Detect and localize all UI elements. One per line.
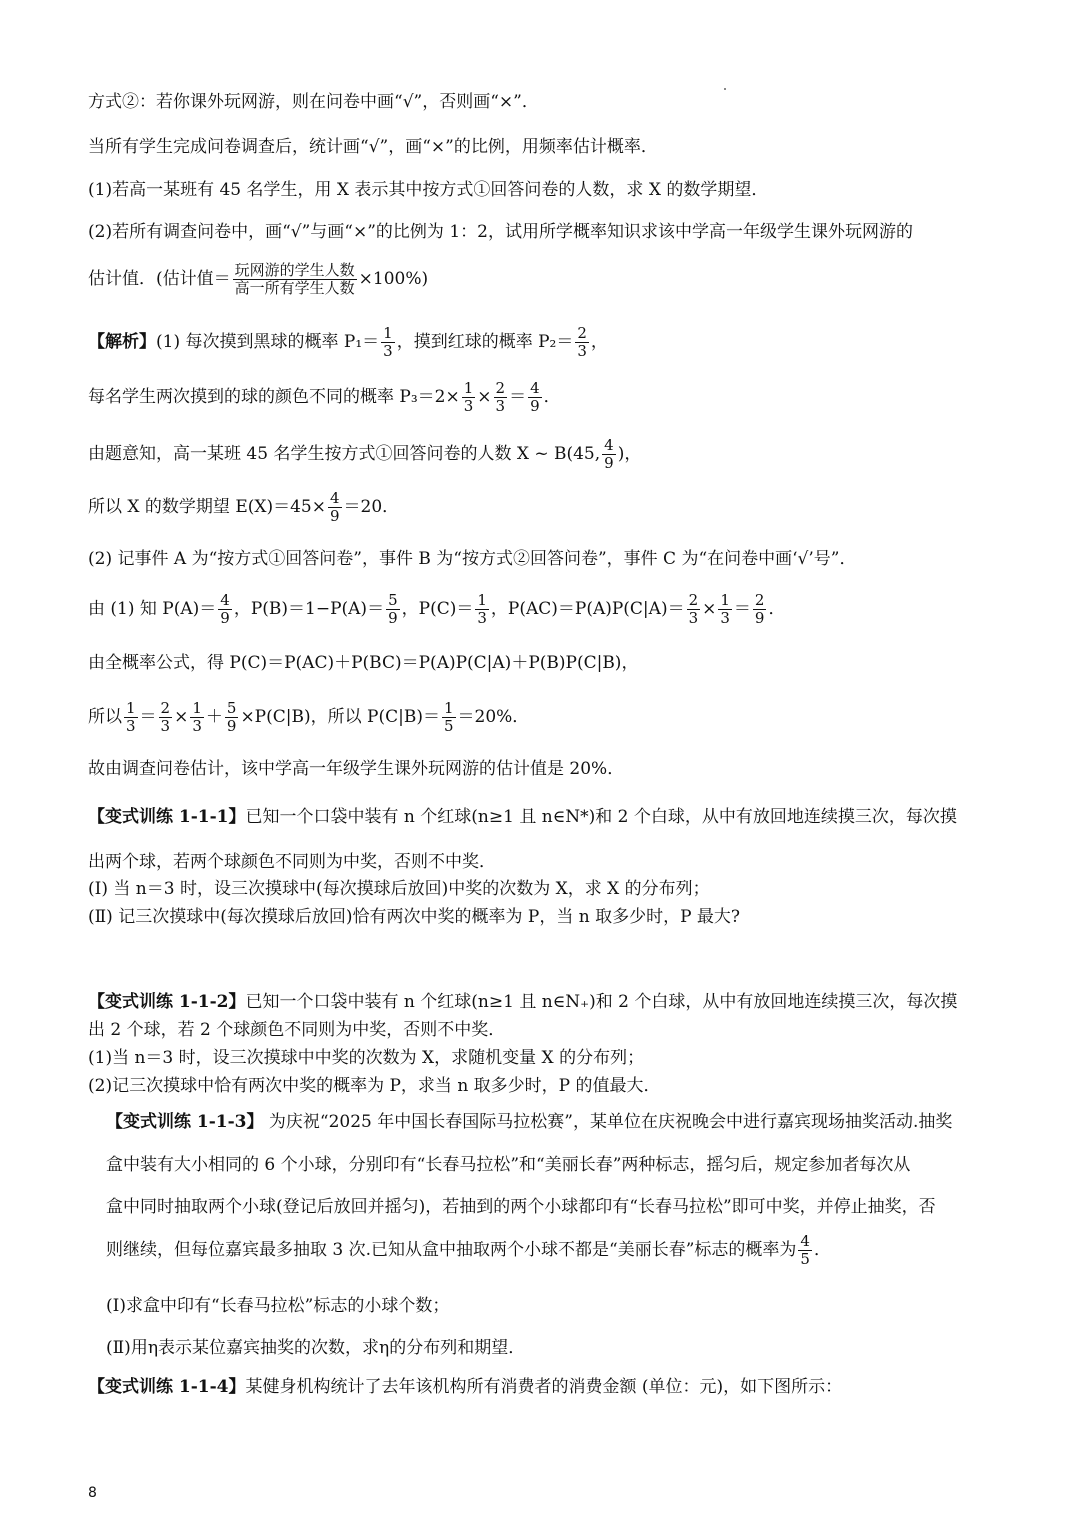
page-number: 8 [88,1485,97,1501]
text-line: 当所有学生完成问卷调查后，统计画“√”，画“×”的比例，用频率估计概率． [88,137,658,157]
fraction: $\frac{4}{9}$ [329,489,340,525]
fraction: $\frac{\text{玩网游的学生人数}}{\text{高一所有学生人数}}$ [234,261,355,297]
text-line: 出 2 个球，若 2 个球颜色不同则为中奖，否则不中奖． [88,1020,506,1040]
text-line: 方式②：若你课外玩网游，则在问卷中画“√”，否则画“×”． [88,92,539,112]
fraction: $\frac{1}{3}$ [477,591,487,627]
section-label: 【变式训练 1-1-4】 [88,1377,246,1397]
solution-line: 【解析】(1) 每次摸到黑球的概率 P₁＝ $\frac{1}{3}$ ，摸到红球的概率 P₂＝ $\frac{2}{3}$ ， [88,324,608,360]
fraction: $\frac{4}{9}$ [220,591,230,627]
section-label: 【解析】 [88,332,156,352]
question-1: (1)若高一某班有 45 名学生，用 X 表示其中按方式①回答问卷的人数，求 X 的数学期望． [88,180,769,200]
fraction: $\frac{1}{3}$ [463,379,474,415]
fraction: $\frac{1}{3}$ [383,324,393,360]
fraction: $\frac{1}{5}$ [443,699,454,735]
text-line: 则继续，但每位嘉宾最多抽取 3 次.已知从盒中抽取两个小球不都是“美丽长春”标志的概率为 $\frac{4}{5}$ ． [106,1232,831,1268]
fraction: $\frac{1}{3}$ [192,699,202,735]
section-label: 【变式训练 1-1-3】 [106,1112,264,1132]
fraction: $\frac{4}{5}$ [800,1232,810,1268]
text-line: (Ⅰ)求盒中印有“长春马拉松”标志的小球个数； [106,1296,450,1316]
question-2: (2)若所有调查问卷中，画“√”与画“×”的比例为 1：2，试用所学概率知识求该中学高一年级学生课外玩网游的 [88,222,913,242]
estimate-formula-line: 估计值．(估计值＝ $\frac{\text{玩网游的学生人数}}{\text{高一所有学生人数}}$ ×100%) [88,261,429,297]
fraction: $\frac{2}{3}$ [160,699,171,735]
fraction: $\frac{4}{9}$ [530,379,540,415]
solution-line: 故由调查问卷估计，该中学高一年级学生课外玩网游的估计值是 20%． [88,759,625,779]
solution-line: (2) 记事件 A 为“按方式①回答问卷”，事件 B 为“按方式②回答问卷”，事件 C 为“在问卷中画‘√’号”． [88,549,857,569]
solution-line: 由 (1) 知 P(A)＝ $\frac{4}{9}$ ，P(B)＝1−P(A)＝ $\frac{5}{9}$ ，P(C)＝ $\frac{1}{3}$ ，P(AC)＝P(A)P(C|A)＝ $\frac{2}{3}$ × $\frac{1}{3}$ ＝ $\frac{2}{9}$ ． [88,591,786,627]
fraction: $\frac{2}{3}$ [577,324,587,360]
fraction: $\frac{1}{3}$ [720,591,730,627]
fraction: $\frac{4}{9}$ [604,436,614,472]
text-line: (Ⅱ)用η表示某位嘉宾抽奖的次数，求η的分布列和期望． [106,1338,526,1358]
solution-line: 所以 X 的数学期望 E(X)＝45× $\frac{4}{9}$ ＝20． [88,489,400,525]
text-line: (1)当 n＝3 时，设三次摸球中中奖的次数为 X，求随机变量 X 的分布列； [88,1048,645,1068]
fraction: $\frac{5}{9}$ [226,699,237,735]
solution-line: 由全概率公式，得 P(C)＝P(AC)＋P(BC)＝P(A)P(C|A)＋P(B)P(C|B)， [88,653,639,673]
text-line: 出两个球，若两个球颜色不同则为中奖，否则不中奖． [88,852,496,872]
fraction: $\frac{2}{9}$ [754,591,765,627]
exercise-1-1-4: 【变式训练 1-1-4】某健身机构统计了去年该机构所有消费者的消费金额 (单位：元)，如下图所示： [88,1377,843,1397]
fraction: $\frac{2}{3}$ [688,591,699,627]
section-label: 【变式训练 1-1-2】 [88,992,246,1012]
text-line: (2)记三次摸球中恰有两次中奖的概率为 P，求当 n 取多少时，P 的值最大． [88,1076,661,1096]
exercise-1-1-2: 【变式训练 1-1-2】已知一个口袋中装有 n 个红球(n≥1 且 n∈N₊)和 2 个白球，从中有放回地连续摸三次，每次摸 [88,992,958,1012]
section-label: 【变式训练 1-1-1】 [88,807,246,827]
text-line: (Ⅰ) 当 n＝3 时，设三次摸球中(每次摸球后放回)中奖的次数为 X，求 X 的分布列； [88,879,710,899]
fraction: $\frac{1}{3}$ [126,699,136,735]
text-line: 盒中装有大小相同的 6 个小球，分别印有“长春马拉松”和“美丽长春”两种标志，摇匀后，规定参加者每次从 [106,1155,911,1175]
fraction: $\frac{5}{9}$ [388,591,398,627]
solution-line: 所以 $\frac{1}{3}$ ＝ $\frac{2}{3}$ × $\frac{1}{3}$ ＋ $\frac{5}{9}$ ×P(C|B)，所以 P(C|B)＝ $\frac{1}{5}$ ＝20%． [88,699,530,735]
solution-line: 由题意知，高一某班 45 名学生按方式①回答问卷的人数 X ~ B(45, $\frac{4}{9}$ )， [88,436,642,472]
text-line: (Ⅱ) 记三次摸球中(每次摸球后放回)恰有两次中奖的概率为 P，当 n 取多少时，P 最大? [88,907,741,927]
solution-line: 每名学生两次摸到的球的颜色不同的概率 P₃＝2× $\frac{1}{3}$ × $\frac{2}{3}$ ＝ $\frac{4}{9}$ ． [88,379,561,415]
text-line: 盒中同时抽取两个小球(登记后放回并摇匀)，若抽到的两个小球都印有“长春马拉松”即可中奖，并停止抽奖，否 [106,1197,936,1217]
exercise-1-1-1: 【变式训练 1-1-1】已知一个口袋中装有 n 个红球(n≥1 且 n∈N*)和 2 个白球，从中有放回地连续摸三次，每次摸 [88,807,957,827]
exercise-1-1-3: 【变式训练 1-1-3】 为庆祝“2025 年中国长春国际马拉松赛”，某单位在庆祝晚会中进行嘉宾现场抽奖活动.抽奖 [106,1112,953,1132]
fraction: $\frac{2}{3}$ [495,379,506,415]
